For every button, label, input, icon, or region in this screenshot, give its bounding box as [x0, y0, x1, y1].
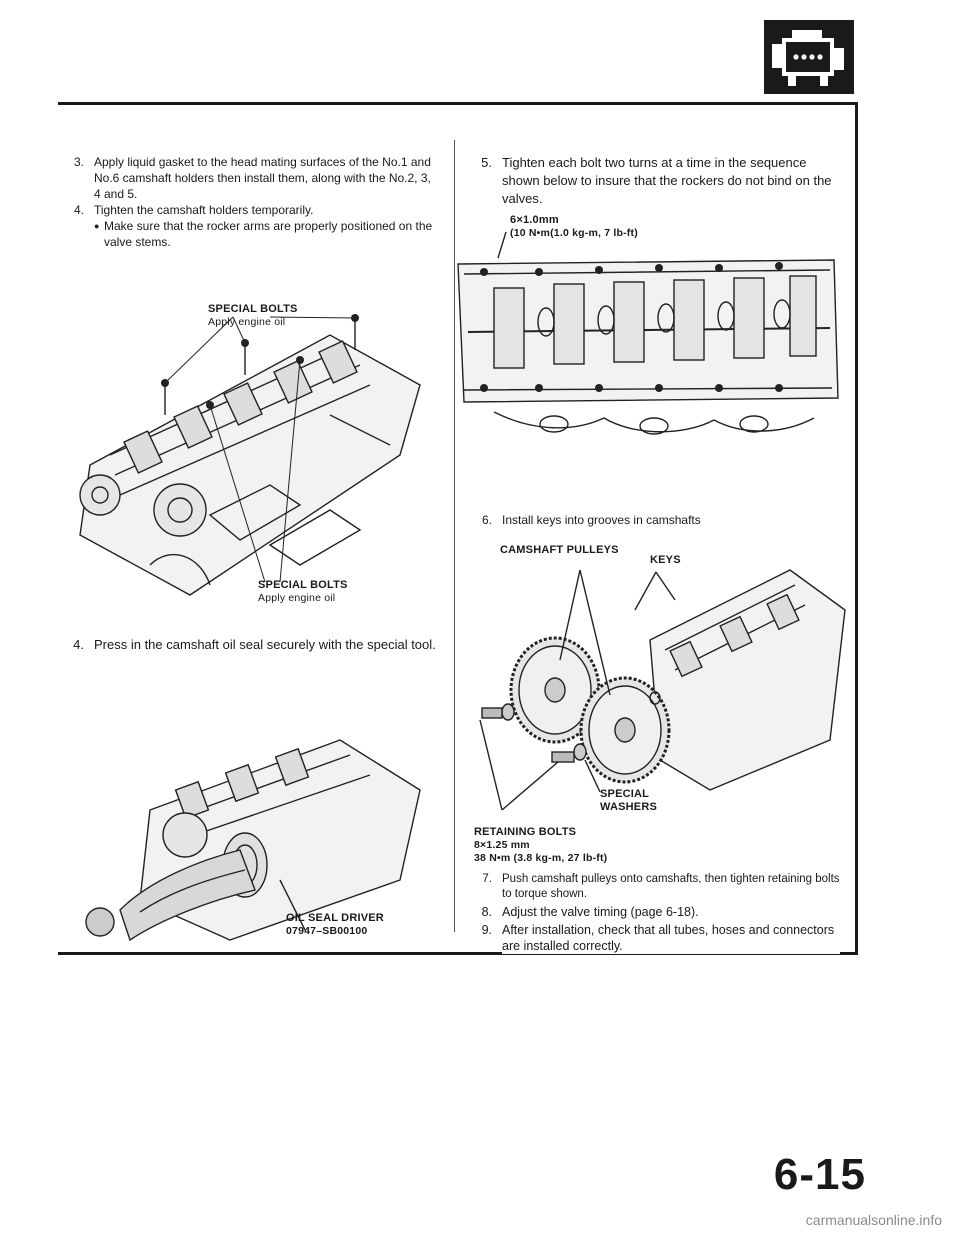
callout-title: SPECIAL BOLTS — [258, 579, 348, 591]
camshaft-pulleys-figure — [460, 540, 850, 870]
step-3 — [66, 154, 436, 202]
bullet-icon: ● — [94, 221, 100, 231]
retaining-bolts-size: 8×1.25 mm — [474, 839, 530, 851]
washers-line-1: SPECIAL — [600, 788, 650, 800]
step-text: Adjust the valve timing (page 6-18). — [502, 905, 699, 919]
step-4a — [66, 202, 436, 218]
retaining-bolts-torque: 38 N•m (3.8 kg-m, 27 lb-ft) — [474, 852, 608, 864]
step-number: 9. — [481, 923, 492, 937]
callout-sub: Apply engine oil — [208, 316, 286, 328]
step-text: Press in the camshaft oil seal securely with the special tool. — [94, 637, 436, 652]
step-number: 8. — [481, 905, 492, 919]
page-number: 6-15 — [773, 1150, 866, 1199]
note-text: Make sure that the rocker arms are properly positioned on the valve stems. — [104, 219, 433, 249]
callout-sub: Apply engine oil — [258, 592, 336, 604]
special-washers-label — [600, 788, 720, 814]
special-bolts-callout-top — [208, 303, 368, 329]
cylinder-head-figure — [70, 295, 440, 615]
step-number: 5. — [481, 155, 492, 170]
bolt-torque: (10 N•m(1.0 kg-m, 7 lb-ft) — [510, 227, 638, 239]
step-number: 7. — [482, 873, 492, 885]
step-8 — [474, 904, 840, 920]
step-number: 4. — [73, 637, 84, 652]
step-text: Tighten each bolt two turns at a time in the sequence shown below to insure that the rockers do not bind on the valves. — [502, 155, 832, 206]
step-text: Push camshaft pulleys onto camshafts, then tighten retaining bolts to torque shown. — [502, 873, 840, 900]
bolt-sequence-figure — [454, 212, 854, 442]
bolt-size: 6×1.0mm — [510, 214, 559, 226]
camshaft-pulleys-label: CAMSHAFT PULLEYS — [500, 544, 619, 556]
oil-seal-driver-figure — [80, 730, 440, 950]
engine-section-icon — [764, 20, 854, 94]
step-note — [94, 218, 436, 250]
step-7 — [474, 872, 840, 902]
right-frame-rule — [855, 102, 858, 954]
oil-seal-driver-callout — [286, 912, 446, 938]
special-bolts-callout-bottom — [258, 579, 418, 605]
callout-title: SPECIAL BOLTS — [208, 303, 298, 315]
step-4b — [66, 636, 436, 654]
retaining-bolts-title: RETAINING BOLTS — [474, 826, 577, 838]
step-number: 4. — [73, 203, 84, 217]
step-text: Tighten the camshaft holders temporarily. — [94, 203, 314, 217]
retaining-bolts-callout — [474, 826, 834, 865]
keys-label: KEYS — [650, 554, 681, 566]
washers-line-2: WASHERS — [600, 801, 658, 813]
step-text: Apply liquid gasket to the head mating surfaces of the No.1 and No.6 camshaft holders then install them, along with the No.2, 3, 4 and 5. — [94, 155, 431, 201]
step-9 — [474, 922, 840, 954]
step-number: 6. — [481, 513, 492, 527]
step-number: 3. — [73, 155, 84, 169]
step-text: Install keys into grooves in camshafts — [502, 513, 701, 527]
site-watermark: carmanualsonline.info — [805, 1212, 942, 1228]
step-6 — [474, 512, 840, 528]
top-rule — [58, 102, 858, 105]
tool-name: OIL SEAL DRIVER — [286, 912, 384, 924]
step-5 — [474, 154, 840, 208]
tool-part-number: 07947–SB00100 — [286, 925, 368, 937]
step-text: After installation, check that all tubes, hoses and connectors are installed correctly. — [502, 922, 840, 954]
